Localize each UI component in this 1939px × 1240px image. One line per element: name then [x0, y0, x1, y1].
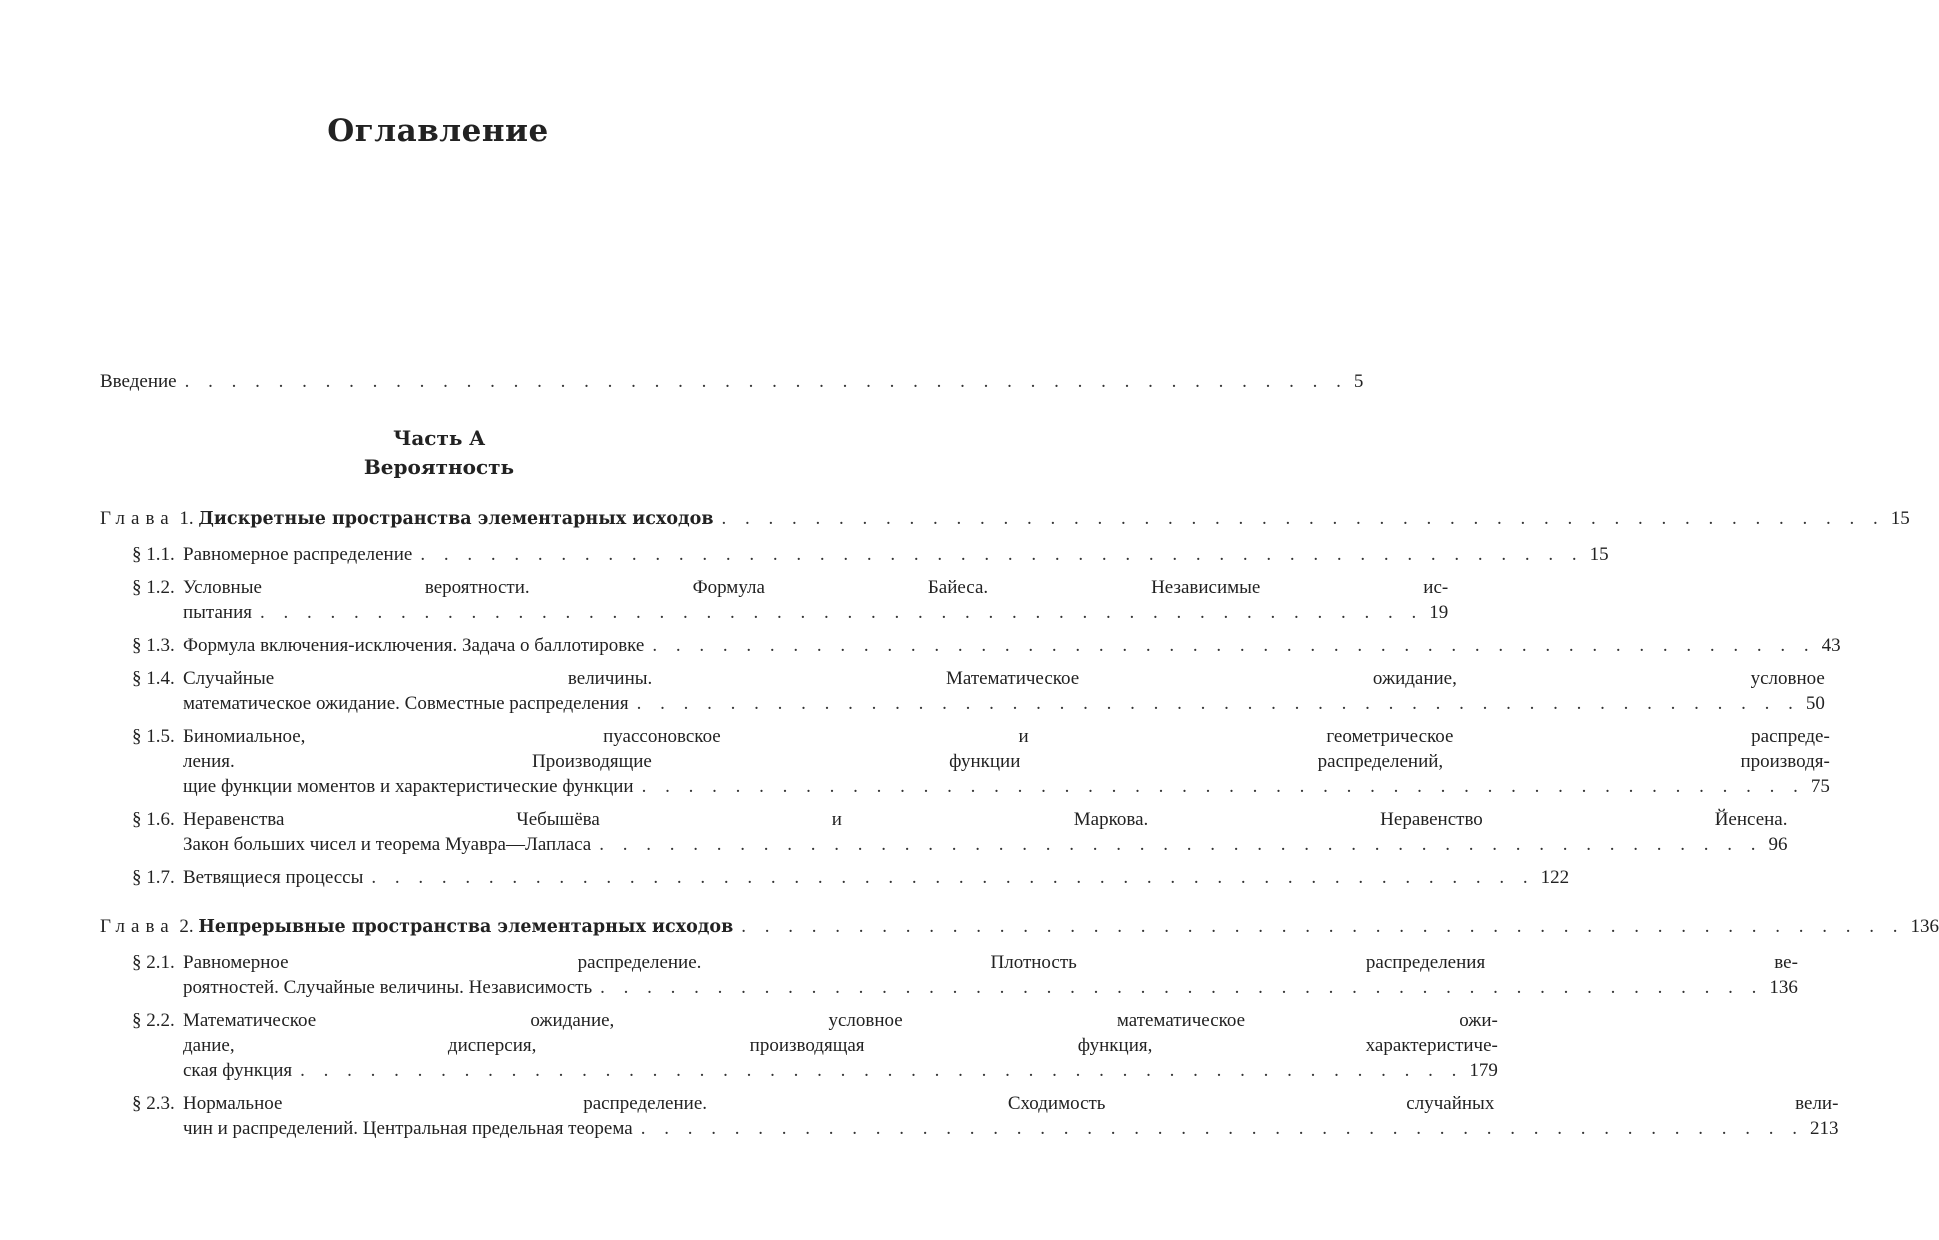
section-title-text: пытания [183, 602, 252, 623]
dot-leader: . . . . . . . . . . . . . . . . . . . . . . . . . . . . . . . . . . . . . . . . . . . . . . . . . . [721, 508, 1885, 529]
section-title-text: роятностей. Случайные величины. Независимость [183, 977, 593, 998]
dot-leader: . . . . . . . . . . . . . . . . . . . . . . . . . . . . . . . . . . . . . . . . . . . . . . . . . . [652, 635, 1816, 656]
section-wrap [132, 633, 1841, 658]
section-page: 15 [1589, 544, 1609, 565]
section-body [183, 724, 1830, 799]
section-title-line: ления. Производящие функции распределений, производя- [183, 751, 1830, 772]
chapter-number: 2. [179, 916, 194, 937]
section-title-text: математическое ожидание. Совместные распределения [183, 693, 629, 714]
section-wrap [132, 1091, 1839, 1141]
chapter-lead [100, 506, 714, 532]
chapter-gap [100, 890, 778, 914]
section-wrap [132, 724, 1830, 799]
dot-leader: . . . . . . . . . . . . . . . . . . . . . . . . . . . . . . . . . . . . . . . . . . . . . . . . . . [741, 916, 1905, 937]
toc-section-entry[interactable] [100, 1008, 1498, 1083]
dot-leader: . . . . . . . . . . . . . . . . . . . . . . . . . . . . . . . . . . . . . . . . . . . . . . . . . . [420, 544, 1584, 565]
section-page: 19 [1429, 602, 1449, 623]
part-number: Часть A [393, 426, 485, 450]
toc-section-entry[interactable] [100, 666, 1825, 716]
part-heading [100, 424, 778, 482]
dot-leader: . . . . . . . . . . . . . . . . . . . . . . . . . . . . . . . . . . . . . . . . . . . . . . . . . . [640, 1118, 1804, 1139]
section-wrap [132, 666, 1825, 716]
section-number: § 2.2. [132, 1010, 175, 1031]
toc-section-entry[interactable] [100, 950, 1798, 1000]
dot-leader: . . . . . . . . . . . . . . . . . . . . . . . . . . . . . . . . . . . . . . . . . . . . . . . . . . [599, 834, 1763, 855]
section-body [183, 575, 1448, 625]
toc-chapter-entry[interactable] [100, 506, 1910, 532]
section-title-text: ская функция [183, 1060, 293, 1081]
dot-leader: . . . . . . . . . . . . . . . . . . . . . . . . . . . . . . . . . . . . . . . . . . . . . . . . . . [259, 602, 1424, 623]
section-title-text: Ветвящиеся процессы [183, 867, 364, 888]
section-page: 122 [1540, 867, 1570, 888]
dot-leader: . . . . . . . . . . . . . . . . . . . . . . . . . . . . . . . . . . . . . . . . . . . . . . . . . . [600, 977, 1764, 998]
section-title-line: Нормальное распределение. Сходимость случайных вели- [183, 1093, 1839, 1114]
section-page: 43 [1821, 635, 1841, 656]
toc-intro-page: 5 [1353, 371, 1364, 392]
toc-section-entry[interactable] [100, 542, 1609, 567]
section-title-line: Математическое ожидание, условное математическое ожи- [183, 1010, 1498, 1031]
section-last-line [183, 600, 1448, 625]
section-last-line [183, 1058, 1498, 1083]
chapter-title: Дискретные пространства элементарных исходов [198, 509, 714, 529]
toc-section-entry[interactable] [100, 633, 1841, 658]
chapter-title: Непрерывные пространства элементарных исходов [198, 917, 734, 937]
section-page: 75 [1810, 776, 1830, 797]
section-number: § 2.1. [132, 952, 175, 973]
dot-leader: . . . . . . . . . . . . . . . . . . . . . . . . . . . . . . . . . . . . . . . . . . . . . . . . . . [184, 371, 1348, 392]
toc-section-entry[interactable] [100, 865, 1570, 890]
section-body [183, 1008, 1498, 1083]
dot-leader: . . . . . . . . . . . . . . . . . . . . . . . . . . . . . . . . . . . . . . . . . . . . . . . . . . [371, 867, 1535, 888]
toc-section-entry[interactable] [100, 807, 1788, 857]
dot-leader: . . . . . . . . . . . . . . . . . . . . . . . . . . . . . . . . . . . . . . . . . . . . . . . . . . [300, 1060, 1464, 1081]
section-wrap [132, 542, 1609, 567]
section-last-line [183, 691, 1825, 716]
section-page: 179 [1469, 1060, 1498, 1081]
toc-section-entry[interactable] [100, 575, 1449, 625]
toc-section-entry[interactable] [100, 1091, 1839, 1141]
section-number: § 1.3. [132, 635, 175, 656]
chapter-page: 136 [1910, 916, 1939, 937]
section-body [183, 807, 1787, 857]
chapter-number: 1. [179, 508, 194, 529]
chapter-prefix: Глава [100, 916, 175, 937]
section-number: § 1.5. [132, 726, 175, 747]
section-title-text: Закон больших чисел и теорема Муавра—Лапласа [183, 834, 592, 855]
section-body [183, 950, 1798, 1000]
section-wrap [132, 1008, 1498, 1083]
chapter-page: 15 [1890, 508, 1910, 529]
section-body [183, 666, 1825, 716]
part-title: Вероятность [363, 455, 515, 479]
section-last-line [183, 774, 1830, 799]
section-last-line [183, 975, 1798, 1000]
section-title-line: Неравенства Чебышёва и Маркова. Неравенство Йенсена. [183, 809, 1788, 830]
toc-intro-label: Введение [100, 371, 177, 392]
section-title-text: чин и распределений. Центральная предельная теорема [183, 1118, 633, 1139]
section-title-line: Биномиальное, пуассоновское и геометрическое распреде- [183, 726, 1830, 747]
section-number: § 1.1. [132, 544, 175, 565]
section-title-text: Равномерное распределение [183, 544, 413, 565]
page-title: Оглавление [327, 113, 549, 149]
chapters-list [100, 506, 1939, 1141]
section-last-line [183, 542, 1609, 567]
toc-chapter-entry[interactable] [100, 914, 1939, 940]
section-number: § 1.7. [132, 867, 175, 888]
section-wrap [132, 950, 1798, 1000]
section-title-line: Случайные величины. Математическое ожидание, условное [183, 668, 1825, 689]
section-wrap [132, 575, 1449, 625]
section-body [183, 633, 1841, 658]
chapter-lead [100, 914, 733, 940]
section-number: § 1.2. [132, 577, 175, 598]
chapter-prefix: Глава [100, 508, 175, 529]
section-body [183, 865, 1569, 890]
section-last-line [183, 832, 1787, 857]
section-title-line: дание, дисперсия, производящая функция, характеристиче- [183, 1035, 1498, 1056]
toc-section-entry[interactable] [100, 724, 1830, 799]
dot-leader: . . . . . . . . . . . . . . . . . . . . . . . . . . . . . . . . . . . . . . . . . . . . . . . . . . [636, 693, 1800, 714]
section-page: 96 [1768, 834, 1788, 855]
toc-intro-entry[interactable] [100, 369, 1364, 394]
section-page: 213 [1809, 1118, 1839, 1139]
section-body [183, 1091, 1838, 1141]
section-number: § 1.6. [132, 809, 175, 830]
section-page: 136 [1769, 977, 1798, 998]
section-last-line [183, 865, 1569, 890]
section-body [183, 542, 1609, 567]
section-title-line: Условные вероятности. Формула Байеса. Независимые ис- [183, 577, 1449, 598]
dot-leader: . . . . . . . . . . . . . . . . . . . . . . . . . . . . . . . . . . . . . . . . . . . . . . . . . . [641, 776, 1805, 797]
section-last-line [183, 633, 1841, 658]
section-last-line [183, 1116, 1838, 1141]
section-title-text: Формула включения-исключения. Задача о баллотировке [183, 635, 645, 656]
section-wrap [132, 865, 1570, 890]
section-wrap [132, 807, 1788, 857]
section-title-line: Равномерное распределение. Плотность распределения ве- [183, 952, 1798, 973]
table-of-contents [100, 369, 1939, 1141]
section-number: § 1.4. [132, 668, 175, 689]
section-page: 50 [1805, 693, 1825, 714]
section-title-text: щие функции моментов и характеристические функции [183, 776, 634, 797]
section-number: § 2.3. [132, 1093, 175, 1114]
